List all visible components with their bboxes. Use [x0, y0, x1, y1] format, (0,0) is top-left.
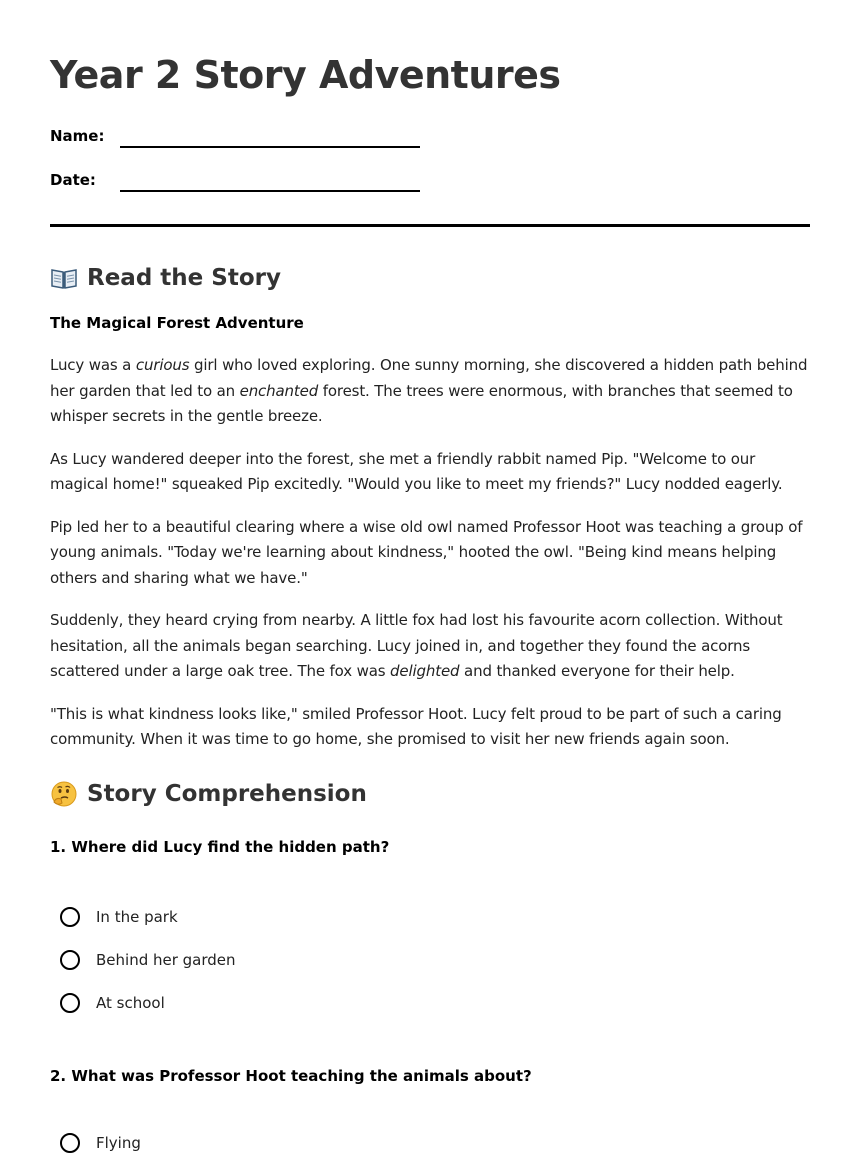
header-divider: [50, 224, 810, 227]
radio-circle[interactable]: [60, 1133, 80, 1153]
story-paragraph-1: Lucy was a curious girl who loved exploring. One sunny morning, she discovered a hidden path behind her garden that led to an enchanted forest. The trees were enormous, with branches that seemed to whisper secrets in the gentle breeze.: [50, 356, 808, 425]
date-label: Date:: [50, 171, 96, 189]
option-label: Flying: [96, 1133, 141, 1152]
radio-circle[interactable]: [60, 950, 80, 970]
option-label: At school: [96, 993, 165, 1012]
thinking-face-icon: [50, 780, 78, 808]
name-label: Name:: [50, 127, 105, 145]
question-2-options: [50, 1130, 810, 1156]
q1-option-3[interactable]: [60, 990, 810, 1016]
page-title: Year 2 Story Adventures: [50, 53, 561, 97]
read-section-heading: [50, 263, 810, 293]
name-field[interactable]: [50, 122, 810, 146]
question-1: 1. Where did Lucy find the hidden path?: [50, 837, 390, 856]
question-1-options: [50, 904, 810, 1016]
story-title: The Magical Forest Adventure: [50, 314, 304, 332]
name-input-line[interactable]: [120, 146, 420, 148]
story-paragraph-5: "This is what kindness looks like," smiled Professor Hoot. Lucy felt proud to be part of such a caring community. When it was time to go home, she promised to visit her new friends again soon.: [50, 704, 782, 748]
story-paragraph-4: Suddenly, they heard crying from nearby. A little fox had lost his favourite acorn collection. Without hesitation, all the animals began searching. Lucy joined in, and together they found the acorns scattered under a large oak tree. The fox was delighted and thanked everyone for their help.: [50, 611, 783, 680]
radio-circle[interactable]: [60, 907, 80, 927]
comprehension-section-title: Story Comprehension: [87, 780, 367, 807]
open-book-icon: [50, 264, 78, 292]
q2-option-1[interactable]: [60, 1130, 810, 1156]
emphasis-curious: curious: [135, 356, 190, 374]
read-section-title: Read the Story: [87, 265, 281, 291]
option-label: In the park: [96, 907, 178, 926]
emphasis-delighted: delighted: [390, 662, 460, 680]
option-label: Behind her garden: [96, 950, 236, 969]
comprehension-section-heading: [50, 779, 810, 809]
story-paragraph-2: As Lucy wandered deeper into the forest, she met a friendly rabbit named Pip. "Welcome to our magical home!" squeaked Pip excitedly. "Would you like to meet my friends?" Lucy nodded eagerly.: [50, 449, 783, 493]
q1-option-2[interactable]: [60, 947, 810, 973]
story-paragraph-3: Pip led her to a beautiful clearing where a wise old owl named Professor Hoot was teaching a group of young animals. "Today we're learning about kindness," hooted the owl. "Being kind means helping others and sharing what we have.": [50, 517, 803, 587]
date-field[interactable]: [50, 166, 810, 190]
question-2: 2. What was Professor Hoot teaching the animals about?: [50, 1066, 532, 1085]
date-input-line[interactable]: [120, 190, 420, 192]
radio-circle[interactable]: [60, 993, 80, 1013]
emphasis-enchanted: enchanted: [239, 381, 319, 400]
q1-option-1[interactable]: [60, 904, 810, 930]
